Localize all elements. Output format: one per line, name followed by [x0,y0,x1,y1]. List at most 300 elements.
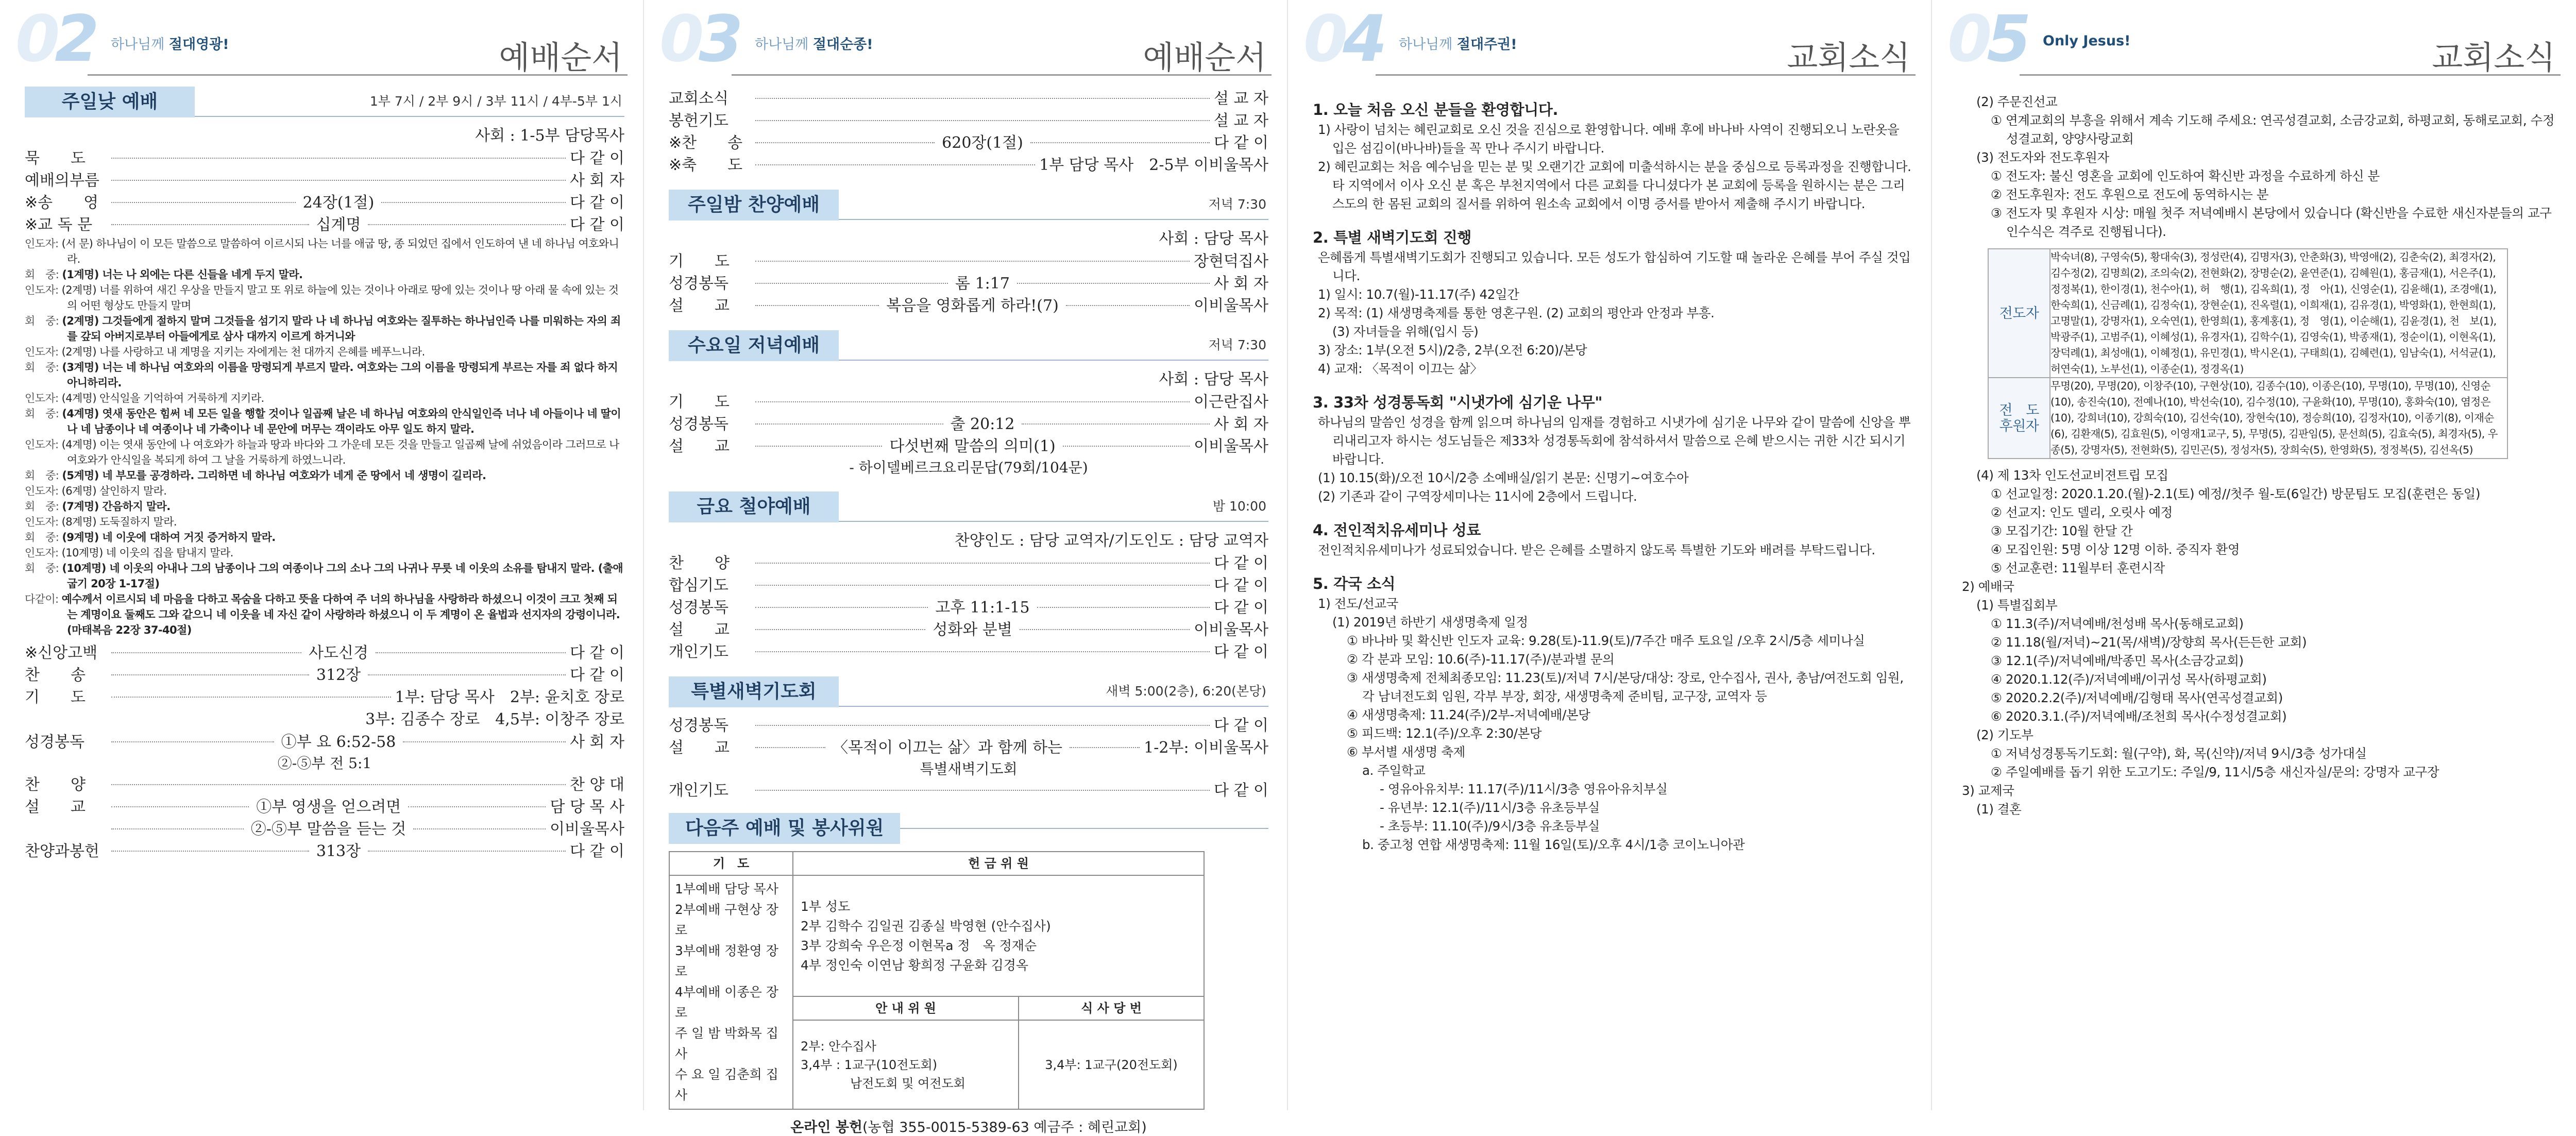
order-item: 성경봉독 [669,275,728,293]
notice-line: 하나님의 말씀인 성경을 함께 읽으며 하나님의 임재를 경험하고 시냇가에 심기운 나무와 같이 말씀에 신앙을 뿌리내리고자 하시는 성도님들은 제33차 성경통독회에 참석하셔서 말씀으로 은혜 받으시는 귀한 시간 되시기 바랍니다. [1318,415,1911,467]
notice-heading: 1. 오늘 처음 오신 분들을 환영합니다. [1313,101,1558,118]
guide-line: 2부: 안수집사 [801,1039,876,1054]
reader: 회 중: [25,469,59,482]
dot-leader [408,806,546,807]
dot-leader [111,158,566,159]
order-leader: 다 같 이 [1213,782,1268,800]
reading-text: (5계명) 네 부모를 공경하라. 그리하면 네 하나님 여호와가 네게 준 땅에서 네 생명이 길리라. [62,469,486,482]
notice-line: ⑤ 피드백: 12.1(주)/오후 2:30/본당 [1347,726,1542,741]
notice-line: 2) 목적: (1) 새생명축제를 통한 영혼구원. (2) 교회의 평안과 안정과 부흥. [1318,306,1715,320]
presider: 사회 : 1-5부 담당목사 [475,127,624,145]
reading-text: 예수께서 이르시되 네 마음을 다하고 목숨을 다하고 뜻을 다하여 주 너의 하나님을 사랑하라 하셨으니 이것이 크고 첫째 되는 계명이요 둘째도 그와 같으니 네 이웃을 네 자신 같이 사랑하라 하셨으니 이 두 계명이 온 율법과 선지자의 강령이니라. (마태복음 22장 37-40절) [61,593,620,636]
prayer-table [1988,248,2508,459]
reading-text: (3계명) 너는 네 하나님 여호와의 이름을 망령되게 부르지 말라. 여호와는 그의 이름을 망령되게 부르는 자를 죄 없다 하지 아니하리라. [62,361,618,389]
motto: Only Jesus! [2043,33,2131,49]
order-item: 성경봉독 [669,415,728,433]
reading-line [25,360,624,391]
reading-text: (10계명) 네 이웃의 집을 탐내지 말라. [61,547,233,559]
service-banner: 금요 철야예배 밤 10:00 [669,491,1268,522]
order-row [669,132,1268,154]
dot-leader [755,725,1210,726]
reading-line [25,236,624,267]
reading-line [25,514,624,530]
order-leader: 이비울목사 [1194,621,1268,639]
reading-text: (1계명) 너는 나 외에는 다른 신들을 네게 두지 말라. [62,268,303,281]
reader: 회 중: [25,500,59,513]
dot-leader [1063,446,1190,447]
dot-leader [1066,305,1190,306]
order-item: 설 교 [669,437,730,455]
order-leader: 이비울목사 [1194,437,1269,455]
reader: 인도자: [25,284,59,296]
order-row [669,552,1268,574]
reader: 회 중: [25,361,59,374]
notice-line: (1) 10.15(화)/오전 10시/2층 소예배실/읽기 본문: 신명기~여호수아 [1318,470,1689,485]
order-leader: 다 같 이 [1214,134,1269,152]
reading-line [25,591,624,638]
dot-leader [1022,423,1210,425]
order-item: 개인기도 [669,643,728,661]
notice-heading: 5. 각국 소식 [1313,575,1396,592]
reading-text: (8계명) 도둑질하지 말라. [61,516,177,528]
dot-leader [1030,142,1210,143]
order-row [669,391,1268,413]
order-row [669,273,1268,295]
order-leader: 다 같 이 [1213,577,1268,595]
notice-line: 3) 장소: 1부(오전 5시)/2층, 2부(오전 6:20)/본당 [1318,343,1587,358]
notice-line: - 유년부: 12.1(주)/11시/3층 유초등부실 [1380,800,1600,815]
reading-line [25,282,624,313]
notice-line: ⑥ 부서별 새생명 축제 [1347,744,1465,759]
services-list [644,88,1287,1136]
notice-line: ① 저녁성경통독기도회: 월(구약), 화, 목(신약)/저녁 9시/3층 성가대실 [1991,746,2367,761]
reading-line [25,561,624,591]
order-item: 설 교 [669,739,730,757]
order-item: ※송 영 [25,194,99,212]
order-detail: ①부 영생을 얻으려면 [256,798,401,816]
dot-leader [755,305,879,306]
reader: 인도자: [25,547,59,559]
order-item: 성경봉독 [669,599,728,617]
order-leader: 다 같 이 [570,666,625,684]
notice-line: 1) 일시: 10.7(월)-11.17(주) 42일간 [1318,287,1519,302]
prayer-assignment: 3부예배 정환영 장로 [675,943,778,979]
order-detail: 사도신경 [309,644,368,662]
reader: 인도자: [25,516,59,528]
header-rule [1376,74,1916,76]
notice-line: - 영유아유치부: 11.17(주)/11시/3층 영유아유치부실 [1380,782,1668,796]
reading-line [25,344,624,360]
page-number: 03 [659,2,738,76]
dot-leader [111,828,244,829]
order-leader: 다 같 이 [569,149,624,167]
order-row [669,597,1268,619]
reader: 회 중: [25,408,59,420]
reading-text: (4계명) 엿새 동안은 힘써 네 모든 일을 행할 것이나 일곱째 날은 네 하나님 여호와의 안식일인즉 너나 네 아들이나 네 딸이나 네 남종이나 네 여종이나 네 가축이나 네 문안에 머무는 객이라도 아무 일도 하지 말라. [62,408,621,435]
reading-text: (10계명) 네 이웃의 아내나 그의 남종이나 그의 여종이나 그의 소나 그의 나귀나 무릇 네 이웃의 소유를 탐내지 말라. (출애굽기 20장 1-17절) [62,562,623,590]
order-item: 성경봉독 [669,717,728,735]
order-line: 3부: 김종수 장로 4,5부: 이창주 장로 [365,710,624,728]
dot-leader [755,607,928,608]
order-leader: 장현덕집사 [1194,252,1268,270]
order-leader: 1부 담당 목사 2-5부 이비울목사 [1039,156,1268,174]
motto: 하나님께 절대순종! [755,37,873,53]
order-detail: 출 20:12 [950,415,1015,433]
responsive-reading [25,236,624,638]
order-row [669,250,1268,273]
prayer-label: 전도자 [1988,249,2050,378]
order-row [25,796,624,818]
order-row [669,737,1268,759]
notice-line: (3) 전도자와 전도후원자 [1976,150,2109,165]
dot-leader [755,446,882,447]
order-item: 합심기도 [669,577,728,595]
order-item: 기 도 [669,393,730,411]
order-detail: 다섯번째 말씀의 의미(1) [889,437,1056,455]
prayer-names: 무명(20), 무명(20), 이창주(10), 구현상(10), 김종수(10), 이종은(10), 무명(10), 무명(10), 신영순(10), 송진숙(10), 전예나(10), 박선숙(10), 김수정(10), 구윤화(10), 무명(10), 홍화숙(10), 염정은(10), 강희녀(10), 강희숙(10), 김선숙(10), 장현숙(10), 정승희(10), 김정자(10), 이종기(8), 이재순(6), 김환재(5), 김효원(5), 이영재1교구, 5), 무명(5), 김판임(5), 문선희(5), 김효숙(5), 최경자(5), 우 종(5), 강명자(5), 전현화(5), 김민곤(5), 정성자(5), 장희숙(5), 한영화(5), 정정복(5), 김선옥(5) [2050,378,2507,459]
order-leader: 다 같 이 [569,216,624,234]
prayer-assignment: 주 일 밤 박화목 집사 [675,1026,778,1061]
order-row [25,169,624,192]
notice-line: ④ 모집인원: 5명 이상 12명 이하. 중직자 환영 [1991,542,2240,557]
order-item: 성경봉독 [25,733,84,751]
order-leader: 다 같 이 [570,842,625,860]
notice-heading: 4. 전인적치유세미나 성료 [1313,521,1481,539]
order-leader: 사 회 자 [570,733,625,751]
order-row [25,147,624,169]
notice-line: ③ 모집기간: 10월 한달 간 [1991,523,2133,538]
page-number: 05 [1947,2,2026,76]
order-detail: 고후 11:1-15 [935,599,1030,617]
panel-header [15,0,628,77]
dot-leader [111,202,296,203]
order-row [669,715,1268,737]
header-rule [88,74,628,76]
reader: 회 중: [25,562,59,574]
prayer-assignment: 4부예배 이종은 장로 [675,985,778,1020]
offering-line: 4부 정인숙 이연남 황희정 구윤화 김경옥 [801,957,1029,973]
reading-text: (서 문) 하나님이 이 모든 말씀으로 말씀하여 이르시되 나는 너를 애굽 땅, 종 되었던 집에서 인도하여 낸 네 하나님 여호와니라. [61,238,619,265]
dot-leader [755,98,1210,99]
order-item: 설 교 [25,798,86,816]
order-item: 설 교 [669,297,730,315]
order-row [669,435,1268,457]
order-leader: 사 회 자 [1213,415,1268,433]
dot-leader [381,202,566,203]
dot-leader [111,674,309,675]
presider: 찬양인도 : 담당 교역자/기도인도 : 담당 교역자 [954,532,1268,550]
order-detail: 313장 [316,842,361,860]
panel-header [659,0,1272,77]
notice-line: ② 전도후원자: 전도 후원으로 전도에 동역하시는 분 [1991,187,2269,202]
motto: 하나님께 절대영광! [111,37,229,53]
dot-leader [755,423,943,425]
order-row [669,641,1268,663]
dot-leader [368,674,566,675]
order-leader: 다 같 이 [1213,643,1268,661]
header-rule [2020,74,2561,76]
order-row [25,731,624,753]
order-leader: 사 회 자 [569,172,624,190]
notice-line: ③ 전도자 및 후원자 시상: 매월 첫주 저녁예배시 본당에서 있습니다 (확신반을 수료한 새신자분들의 교구 인수식은 격주로 진행됩니다). [1991,206,2552,239]
order-leader: 이비울목사 [550,820,625,838]
notice-line: - 초등부: 11.10(주)/9시/3층 유초등부실 [1380,819,1600,834]
dot-leader [755,629,925,630]
order-row [25,664,624,686]
order-item: ※교 독 문 [25,216,93,234]
order-detail: ①부 요 6:52-58 [281,733,396,751]
order-item: 찬 양 [25,776,86,794]
order-detail: 십계명 [316,216,361,234]
notice-line: ③ 12.1(주)/저녁예배/박종민 목사(소금강교회) [1991,653,2244,668]
offering-line: 2부 김학수 김일권 김종실 박영현 (안수집사) [801,918,1051,934]
dot-leader [755,401,1190,402]
presider: 사회 : 담당 목사 [1159,370,1268,388]
dot-leader [755,142,935,143]
order-item: 예배의부름 [25,172,99,190]
order-list [25,147,624,236]
order-row [25,642,624,664]
offering-line: 3부 강희숙 우은정 이현목a 정 옥 정재순 [801,938,1037,953]
dot-leader [111,652,301,653]
notice-line: 은혜롭게 특별새벽기도회가 진행되고 있습니다. 모든 성도가 합심하여 기도할 때 놀라운 은혜를 부어 주실 것입니다. [1318,250,1911,283]
notice-line: 1) 전도/선교국 [1318,596,1398,611]
notice-line: 2) 예배국 [1962,579,2014,594]
order-row [25,840,624,862]
service-banner: 수요일 저녁예배 저녁 7:30 [669,330,1268,361]
dot-leader [755,261,1190,262]
service-banner: 주일낮 예배 1부 7시 / 2부 9시 / 3부 11시 / 4부-5부 1시 [25,87,624,117]
notice-line: 전인적치유세미나가 성료되었습니다. 받은 은혜를 소멸하지 않도록 특별한 기도와 배려를 부탁드립니다. [1318,542,1875,557]
order-row [25,818,624,840]
dot-leader [755,790,1210,791]
order-row [25,686,624,708]
order-item: ※찬 송 [669,134,743,152]
order-detail: 24장(1절) [302,194,375,212]
notice-line: ② 주일예배를 돕기 위한 도고기도: 주일/9, 11시/5층 새신자실/문의: 강명자 교구장 [1991,765,2439,779]
reader: 인도자: [25,485,59,497]
section-title: 예배순서 [499,39,622,76]
order-item: 찬 송 [25,666,86,684]
reader: 인도자: [25,238,59,250]
meal-duty: 3,4부: 1교구(20전도회) [1019,1020,1204,1109]
offering-line: 1부 성도 [801,898,851,914]
reading-line [25,468,624,483]
guide-line: 3,4부 : 1교구(10전도회) [801,1057,938,1072]
reading-line [25,406,624,437]
section-title: 교회소식 [2432,39,2555,76]
guide-line: 남전도회 및 여전도회 [850,1076,965,1091]
service-banner: 특별새벽기도회 새벽 5:00(2층), 6:20(본당) [669,676,1268,707]
order-row [25,214,624,236]
reading-line [25,499,624,514]
order-item: 개인기도 [669,782,728,800]
service-banner: 주일밤 찬양예배 저녁 7:30 [669,190,1268,221]
prayer-assignment: 1부예배 담당 목사 [675,881,778,896]
order-item: 찬양과봉헌 [25,842,99,860]
order-detail: 〈목적이 이끄는 삶〉과 함께 하는 [833,739,1063,757]
notice-line: ⑤ 선교훈련: 11월부터 훈련시작 [1991,561,2165,575]
prayer-names: 박숙녀(8), 구영숙(5), 황대숙(3), 정성란(4), 김명자(3), 안춘화(3), 박영애(2), 김춘숙(2), 최경자(2), 김수정(2), 김명희(2), 조의숙(2), 전현화(2), 장명순(2), 윤연준(1), 김혜원(1), 홍금재(1), 서은주(1), 정정복(1), 한이경(1), 천수아(1), 허 행(1), 김옥희(1), 정 아(1), 신영순(1), 김윤해(1), 조경애(1), 한숙희(1), 신금례(1), 김정숙(1), 장현순(1), 진옥렬(1), 이희재(1), 김유경(1), 박영화(1), 한현희(1), 고명말(1), 강명자(1), 오숙연(1), 한영희(1), 홍계홍(1), 정 영(1), 이순해(1), 김윤경(1), 천 보(1), 박광주(1), 고범주(1), 이혜성(1), 유경자(1), 김학수(1), 김영숙(1), 박종재(1), 정순이(1), 이현옥(1), 장덕례(1), 최성애(1), 이혜정(1), 유민경(1), 박시온(1), 구태희(1), 김혜련(1), 임남숙(1), 서석균(1), 허연숙(1), 노부선(1), 이종순(1), 정경옥(1) [2050,249,2507,378]
notice-line: ⑤ 2020.2.2(주)/저녁예배/김형태 목사(연곡성결교회) [1991,690,2283,705]
order-leader: 1부: 담당 목사 2부: 윤치호 장로 [395,688,624,706]
dot-leader [1020,629,1190,630]
dot-leader [111,741,274,742]
order-leader: 담 당 목 사 [550,798,625,816]
panel-header [1947,0,2561,77]
order-line: ②-⑤부 전 5:1 [277,755,372,772]
dot-leader [755,164,1035,165]
order-leader: 1-2부: 이비울목사 [1144,739,1268,757]
presider: 사회 : 담당 목사 [1159,230,1268,248]
order-item: ※신앙고백 [25,644,98,662]
notice-line: 3) 교제국 [1962,783,2014,798]
dot-leader [403,741,566,742]
dot-leader [368,851,566,852]
notice-heading: 2. 특별 새벽기도회 진행 [1313,229,1472,246]
page-number: 02 [15,2,94,76]
panel-04 [1288,0,1932,1110]
dot-leader [111,224,309,225]
order-detail: 복음을 영화롭게 하라!(7) [886,297,1059,315]
order-item: 설 교 [669,621,730,639]
order-row [669,295,1268,317]
order-detail: 성화와 분별 [933,621,1012,639]
dot-leader [111,784,566,785]
section-title: 예배순서 [1143,39,1266,76]
dot-leader [413,828,546,829]
notice-line: (2) 기도부 [1976,727,2033,742]
panel-02 [0,0,644,1110]
reading-line [25,313,624,344]
reader: 인도자: [25,346,59,358]
dot-leader [111,851,309,852]
order-item: 묵 도 [25,149,86,167]
order-line: - 하이델베르크요리문답(79회/104문) [849,459,1088,476]
dot-leader [376,652,566,653]
order-line: 특별새벽기도회 [920,760,1018,777]
dot-leader [755,585,1210,586]
notice-line: ② 11.18(월/저녁)~21(목/새벽)/장향희 목사(든든한 교회) [1991,635,2307,650]
order-row [669,413,1268,435]
order-list-2 [25,642,624,862]
reading-text: (2계명) 나를 사랑하고 내 계명을 지키는 자에게는 천 대까지 은혜를 베푸느니라. [61,346,425,358]
order-item: 봉헌기도 [669,112,728,130]
dot-leader [1017,283,1210,284]
dot-leader [368,224,566,225]
order-leader: 찬 양 대 [569,776,624,794]
dot-leader [755,120,1210,121]
order-detail: ②-⑤부 말씀을 듣는 것 [250,820,406,838]
notice-line: (1) 결혼 [1976,802,2022,817]
order-row [25,774,624,796]
dot-leader [111,697,391,698]
order-row [669,154,1268,176]
order-item: ※축 도 [669,156,743,174]
notice-line: ② 각 분과 모임: 10.6(주)-11.17(주)/분과별 문의 [1347,652,1615,667]
reading-line [25,483,624,499]
notice-line: (2) 기존과 같이 구역장세미나는 11시에 2층에서 드립니다. [1318,489,1637,504]
order-row [25,192,624,214]
reading-line [25,267,624,282]
panel-03 [644,0,1288,1135]
notice-line: 4) 교재: 〈목적이 이끄는 삶〉 [1318,361,1483,376]
section-title: 교회소식 [1787,39,1910,76]
volunteer-table: 기 도 헌 금 위 원 1부예배 담당 목사 2부예배 구현상 장로 3부예배 정환영 장로 4부예배 이종은 장로 주 일 밤 박화목 집사 수 요 일 김춘희 집사 1부 성도 2부 김학수 김일권 김종실 박영현 (안수집사) 3부 강희숙 우은정 이현목a 정 옥 정재순 4부 정인숙 이연남 황희정 구윤화 김경옥 안 내 위 원 식 사 당 번 2부: 안수집사 3,4부 : 1교구(10전도회) 남전도회 및 여전도회 3,4부: 1교구(20전도회) [669,851,1205,1110]
order-leader: 설 교 자 [1213,90,1268,108]
order-leader: 이비울목사 [1194,297,1269,315]
reader: 인도자: [25,438,59,451]
online-offering: 온라인 봉헌(농협 355-0015-5389-63 예금주 : 혜린교회) [790,1120,1147,1135]
notice-line: ④ 2020.1.12(주)/저녁예배/이귀성 목사(하평교회) [1991,672,2267,687]
notice-line: 1) 사랑이 넘치는 혜린교회로 오신 것을 진심으로 환영합니다. 예배 후에 바나바 사역이 진행되오니 노란옷을 입은 섬김이(바나바)들을 꼭 만나 주시기 바랍니다. [1318,122,1900,156]
prayer-assignment: 수 요 일 김춘희 집사 [675,1067,778,1103]
reader: 회 중: [25,268,59,281]
reader: 회 중: [25,315,59,327]
order-row [669,619,1268,641]
reading-line [25,391,624,406]
announcements [1288,77,1931,854]
dot-leader [755,283,948,284]
prayer-label: 전 도 후원자 [1988,378,2050,459]
notice-line: ② 선교지: 인도 델리, 오릿사 예정 [1991,505,2173,520]
dot-leader [111,180,566,181]
order-row [669,110,1268,132]
motto: 하나님께 절대주권! [1399,37,1517,53]
reader: 다같이: [25,593,59,605]
notice-heading: 3. 33차 성경통독회 "시냇가에 심기운 나무" [1313,394,1603,411]
announcements-cont [1957,93,2557,241]
dot-leader [1070,747,1140,748]
notice-line: (1) 특별집회부 [1976,598,2058,613]
order-leader: 다 같 이 [569,194,624,212]
notice-line: b. 중고청 연합 새생명축제: 11월 16일(토)/오후 4시/1층 코이노니아관 [1362,837,1745,852]
panel-header [1303,0,1916,77]
reading-line [25,437,624,468]
reading-text: (2계명) 그것들에게 절하지 말며 그것들을 섬기지 말라 나 네 하나님 여호와는 질투하는 하나님인즉 나를 미워하는 자의 죄를 갚되 아버지로부터 아들에게로 삼사 대까지 이르게 하거니와 [62,315,621,343]
dot-leader [1037,607,1210,608]
reading-line [25,530,624,545]
dot-leader [755,563,1210,564]
order-leader: 다 같 이 [1213,717,1268,735]
dot-leader [755,651,1210,652]
order-item: 찬 양 [669,554,730,572]
prayer-assignment: 2부예배 구현상 장로 [675,902,778,938]
notice-line: (1) 2019년 하반기 새생명축제 일정 [1332,615,1528,630]
order-item: 기 도 [669,252,730,270]
order-detail: 620장(1절) [942,134,1023,152]
notice-line: ⑥ 2020.3.1.(주)/저녁예배/조천희 목사(수정성결교회) [1991,709,2287,724]
order-row [669,779,1268,802]
notice-line: a. 주일학교 [1362,763,1426,778]
announcements-cont-2 [1957,466,2557,819]
notice-line: ① 전도자: 불신 영혼을 교회에 인도하여 확신반 과정을 수료하게 하신 분 [1991,168,2380,183]
order-leader: 사 회 자 [1213,275,1268,293]
notice-line: ① 바나바 및 확신반 인도자 교육: 9.28(토)-11.9(토)/7주간 매주 토요일 /오후 2시/5층 세미나실 [1347,633,1865,648]
dot-leader [755,747,825,748]
notice-line: ① 11.3(주)/저녁예배/천성배 목사(동해로교회) [1991,616,2244,631]
order-row [669,574,1268,597]
notice-line: 2) 혜린교회는 처음 예수님을 믿는 분 및 오랜기간 교회에 미출석하시는 분을 중심으로 등록과정을 진행합니다. 타 지역에서 이사 오신 분 혹은 부천지역에서 다른 교회를 다니셨다가 본 교회에 등록을 원하시는 분은 그리스도의 한 몸된 교회의 질서를 위하여 원소속 교회에서 이명 증서를 받아서 제출해 주시기 바랍니다. [1318,159,1911,211]
notice-line: (4) 제 13차 인도선교비젼트립 모집 [1976,468,2168,483]
notice-line: (2) 주문진선교 [1976,94,2058,109]
reading-text: (9계명) 네 이웃에 대하여 거짓 증거하지 말라. [62,531,276,544]
order-item: 기 도 [25,688,86,706]
notice-line: ③ 새생명축제 전체최종모임: 11.23(토)/저녁 7시/본당/대상: 장로, 안수집사, 권사, 총남/여전도회 임원, 각 남녀전도회 임원, 각부 부장, 회장, 새생명축제 준비팀, 교구장, 교역자 등 [1347,670,1904,704]
order-detail: 312장 [316,666,361,684]
notice-line: ① 연계교회의 부흥을 위해서 계속 기도해 주세요: 연곡성결교회, 소금강교회, 하평교회, 동해로교회, 수정성결교회, 양양사랑교회 [1991,113,2555,146]
notice-line: ④ 새생명축제: 11.24(주)/2부-저녁예배/본당 [1347,707,1590,722]
